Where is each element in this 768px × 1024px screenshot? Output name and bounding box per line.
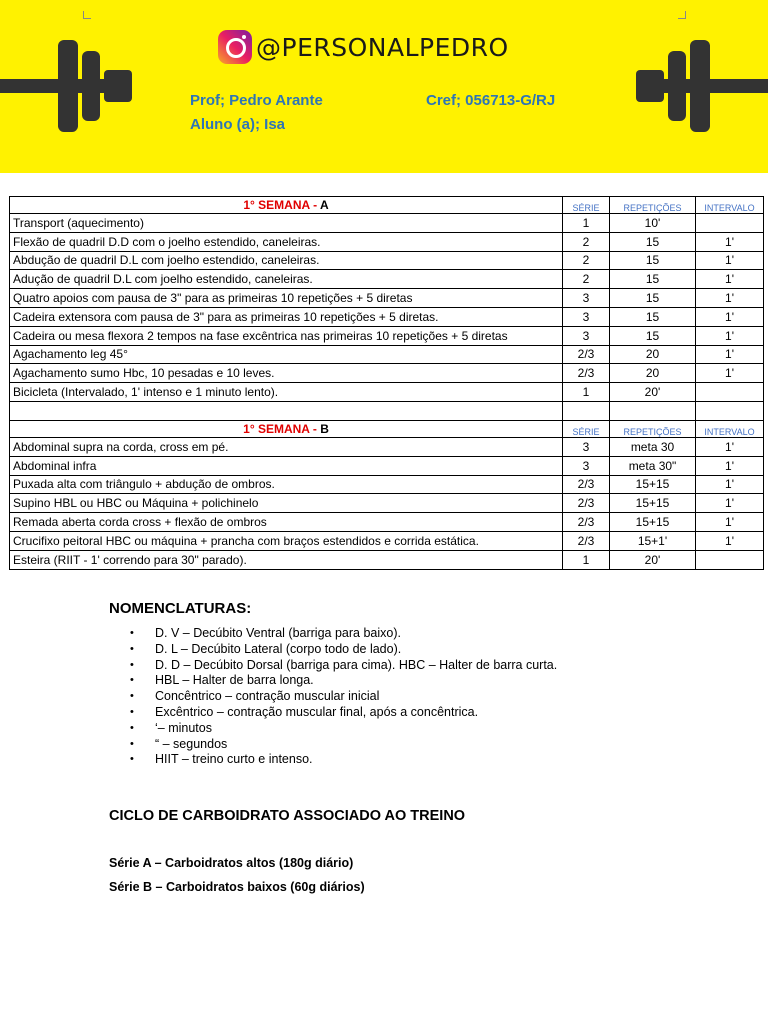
week-a-title: 1° SEMANA - A xyxy=(10,197,563,214)
cref-number: Cref; 056713-G/RJ xyxy=(426,92,556,109)
exercise-cell: Agachamento leg 45° xyxy=(10,345,563,364)
reps-cell: 15 xyxy=(610,270,696,289)
table-row xyxy=(10,494,764,513)
exercise-cell: Supino HBL ou HBC ou Máquina + polichinelo xyxy=(10,494,563,513)
reps-cell: 15 xyxy=(610,326,696,345)
intervalo-cell: 1' xyxy=(696,456,764,475)
table-row xyxy=(10,214,764,233)
serie-cell: 2/3 xyxy=(563,494,610,513)
serie-cell: 1 xyxy=(563,550,610,569)
list-item-text: D. V – Decúbito Ventral (barriga para baixo). xyxy=(155,626,401,640)
exercise-cell: Abdução de quadril D.L com joelho estendido, caneleiras. xyxy=(10,251,563,270)
serie-cell: 3 xyxy=(563,437,610,456)
workout-table xyxy=(9,196,764,570)
table-row xyxy=(10,232,764,251)
serie-cell: 1 xyxy=(563,214,610,233)
intervalo-cell: 1' xyxy=(696,437,764,456)
reps-cell: 15 xyxy=(610,289,696,308)
serie-cell: 2/3 xyxy=(563,364,610,383)
table-row xyxy=(10,289,764,308)
reps-cell: 15 xyxy=(610,307,696,326)
table-row xyxy=(10,456,764,475)
reps-cell: 15+15 xyxy=(610,494,696,513)
serie-cell: 3 xyxy=(563,289,610,308)
reps-cell: 20 xyxy=(610,345,696,364)
exercise-cell: Cadeira extensora com pausa de 3" para as primeiras 10 repetições + 5 diretas. xyxy=(10,307,563,326)
list-item-text: ‘– minutos xyxy=(155,720,212,735)
table-row xyxy=(10,364,764,383)
reps-cell: meta 30" xyxy=(610,456,696,475)
reps-cell: 15 xyxy=(610,232,696,251)
list-item xyxy=(130,721,557,737)
reps-cell: 15+15 xyxy=(610,475,696,494)
bullet-icon: • xyxy=(130,627,134,639)
serie-cell: 1 xyxy=(563,383,610,402)
serie-a-carbs: Série A – Carboidratos altos (180g diário) xyxy=(109,856,354,870)
col-repeticoes: REPETIÇÕES xyxy=(610,420,696,437)
exercise-cell: Flexão de quadril D.D com o joelho estendido, caneleiras. xyxy=(10,232,563,251)
reps-cell: 20 xyxy=(610,364,696,383)
intervalo-cell: 1' xyxy=(696,270,764,289)
week-b-title: 1° SEMANA - B xyxy=(10,420,563,437)
exercise-cell: Abdominal infra xyxy=(10,456,563,475)
bullet-icon: • xyxy=(130,753,134,766)
serie-cell: 2/3 xyxy=(563,345,610,364)
reps-cell: 10' xyxy=(610,214,696,233)
intervalo-cell: 1' xyxy=(696,326,764,345)
table-row xyxy=(10,251,764,270)
list-item xyxy=(130,673,557,689)
bullet-icon: • xyxy=(130,674,134,687)
reps-cell: 20' xyxy=(610,383,696,402)
list-item xyxy=(130,689,557,705)
reps-cell: 15+15 xyxy=(610,513,696,532)
exercise-cell: Agachamento sumo Hbc, 10 pesadas e 10 leves. xyxy=(10,364,563,383)
intervalo-cell: 1' xyxy=(696,307,764,326)
list-item xyxy=(130,626,557,642)
table-row xyxy=(10,531,764,550)
list-item xyxy=(130,705,557,721)
reps-cell: 20' xyxy=(610,550,696,569)
intervalo-cell: 1' xyxy=(696,513,764,532)
list-item-text: HBL – Halter de barra longa. xyxy=(155,673,314,688)
list-item-text: Concêntrico – contração muscular inicial xyxy=(155,689,380,704)
col-serie: SÉRIE xyxy=(563,197,610,214)
list-item xyxy=(130,752,557,768)
bullet-icon: • xyxy=(130,642,134,655)
table-row xyxy=(10,270,764,289)
bullet-icon: • xyxy=(130,690,134,703)
serie-cell: 3 xyxy=(563,456,610,475)
intervalo-cell xyxy=(696,550,764,569)
crop-mark xyxy=(83,11,91,19)
intervalo-cell: 1' xyxy=(696,251,764,270)
list-item-text: “ – segundos xyxy=(155,736,228,751)
spacer-row xyxy=(10,401,764,420)
intervalo-cell: 1' xyxy=(696,289,764,308)
serie-cell: 2 xyxy=(563,251,610,270)
instagram-icon xyxy=(218,30,252,64)
crop-mark xyxy=(678,11,686,19)
serie-cell: 2/3 xyxy=(563,475,610,494)
list-item-text: Excêntrico – contração muscular final, após a concêntrica. xyxy=(155,704,479,719)
handle-text: @PERSONALPEDRO xyxy=(256,32,509,62)
exercise-cell: Esteira (RIIT - 1' correndo para 30" parado). xyxy=(10,550,563,569)
bullet-icon: • xyxy=(130,737,134,750)
header-banner xyxy=(0,0,768,173)
exercise-cell: Remada aberta corda cross + flexão de ombros xyxy=(10,513,563,532)
list-item-text: HIIT – treino curto e intenso. xyxy=(155,752,313,767)
carb-cycle-title: CICLO DE CARBOIDRATO ASSOCIADO AO TREINO xyxy=(109,808,466,824)
bullet-icon: • xyxy=(130,721,134,734)
table-row xyxy=(10,326,764,345)
col-repeticoes: REPETIÇÕES xyxy=(610,197,696,214)
list-item-text: D. L – Decúbito Lateral (corpo todo de lado). xyxy=(155,641,402,656)
dumbbell-icon xyxy=(636,40,768,132)
intervalo-cell: 1' xyxy=(696,475,764,494)
nomenclature-title: NOMENCLATURAS: xyxy=(109,600,252,617)
professor-name: Prof; Pedro Arante xyxy=(190,92,323,109)
exercise-cell: Adução de quadril D.L com joelho estendido, caneleiras. xyxy=(10,270,563,289)
nomenclature-list xyxy=(130,626,557,768)
exercise-cell: Bicicleta (Intervalado, 1' intenso e 1 minuto lento). xyxy=(10,383,563,402)
intervalo-cell: 1' xyxy=(696,494,764,513)
intervalo-cell xyxy=(696,214,764,233)
exercise-cell: Crucifixo peitoral HBC ou máquina + prancha com braços estendidos e corrida estática. xyxy=(10,531,563,550)
col-serie: SÉRIE xyxy=(563,420,610,437)
table-row xyxy=(10,383,764,402)
dumbbell-icon xyxy=(0,40,132,132)
serie-cell: 3 xyxy=(563,326,610,345)
week-b-header xyxy=(10,420,764,437)
serie-cell: 2 xyxy=(563,232,610,251)
list-item xyxy=(130,658,557,674)
exercise-cell: Transport (aquecimento) xyxy=(10,214,563,233)
list-item xyxy=(130,642,557,658)
intervalo-cell: 1' xyxy=(696,364,764,383)
exercise-cell: Cadeira ou mesa flexora 2 tempos na fase excêntrica nas primeiras 10 repetições + 5 diretas xyxy=(10,326,563,345)
serie-cell: 2/3 xyxy=(563,531,610,550)
week-a-header xyxy=(10,197,764,214)
instagram-handle[interactable] xyxy=(218,30,509,64)
serie-cell: 2/3 xyxy=(563,513,610,532)
exercise-cell: Quatro apoios com pausa de 3" para as primeiras 10 repetições + 5 diretas xyxy=(10,289,563,308)
student-name: Aluno (a); Isa xyxy=(190,116,286,133)
serie-cell: 2 xyxy=(563,270,610,289)
list-item-text: D. D – Decúbito Dorsal (barriga para cima). HBC – Halter de barra curta. xyxy=(155,657,558,672)
exercise-cell: Abdominal supra na corda, cross em pé. xyxy=(10,437,563,456)
col-intervalo: INTERVALO xyxy=(696,197,764,214)
exercise-cell: Puxada alta com triângulo + abdução de ombros. xyxy=(10,475,563,494)
bullet-icon: • xyxy=(130,658,134,671)
col-intervalo: INTERVALO xyxy=(696,420,764,437)
table-row xyxy=(10,345,764,364)
reps-cell: meta 30 xyxy=(610,437,696,456)
table-row xyxy=(10,550,764,569)
list-item xyxy=(130,737,557,753)
bullet-icon: • xyxy=(130,705,134,718)
table-row xyxy=(10,307,764,326)
intervalo-cell xyxy=(696,383,764,402)
serie-b-carbs: Série B – Carboidratos baixos (60g diários) xyxy=(109,880,365,894)
table-row xyxy=(10,437,764,456)
serie-cell: 3 xyxy=(563,307,610,326)
intervalo-cell: 1' xyxy=(696,531,764,550)
table-row xyxy=(10,513,764,532)
intervalo-cell: 1' xyxy=(696,232,764,251)
table-row xyxy=(10,475,764,494)
intervalo-cell: 1' xyxy=(696,345,764,364)
reps-cell: 15 xyxy=(610,251,696,270)
reps-cell: 15+1' xyxy=(610,531,696,550)
